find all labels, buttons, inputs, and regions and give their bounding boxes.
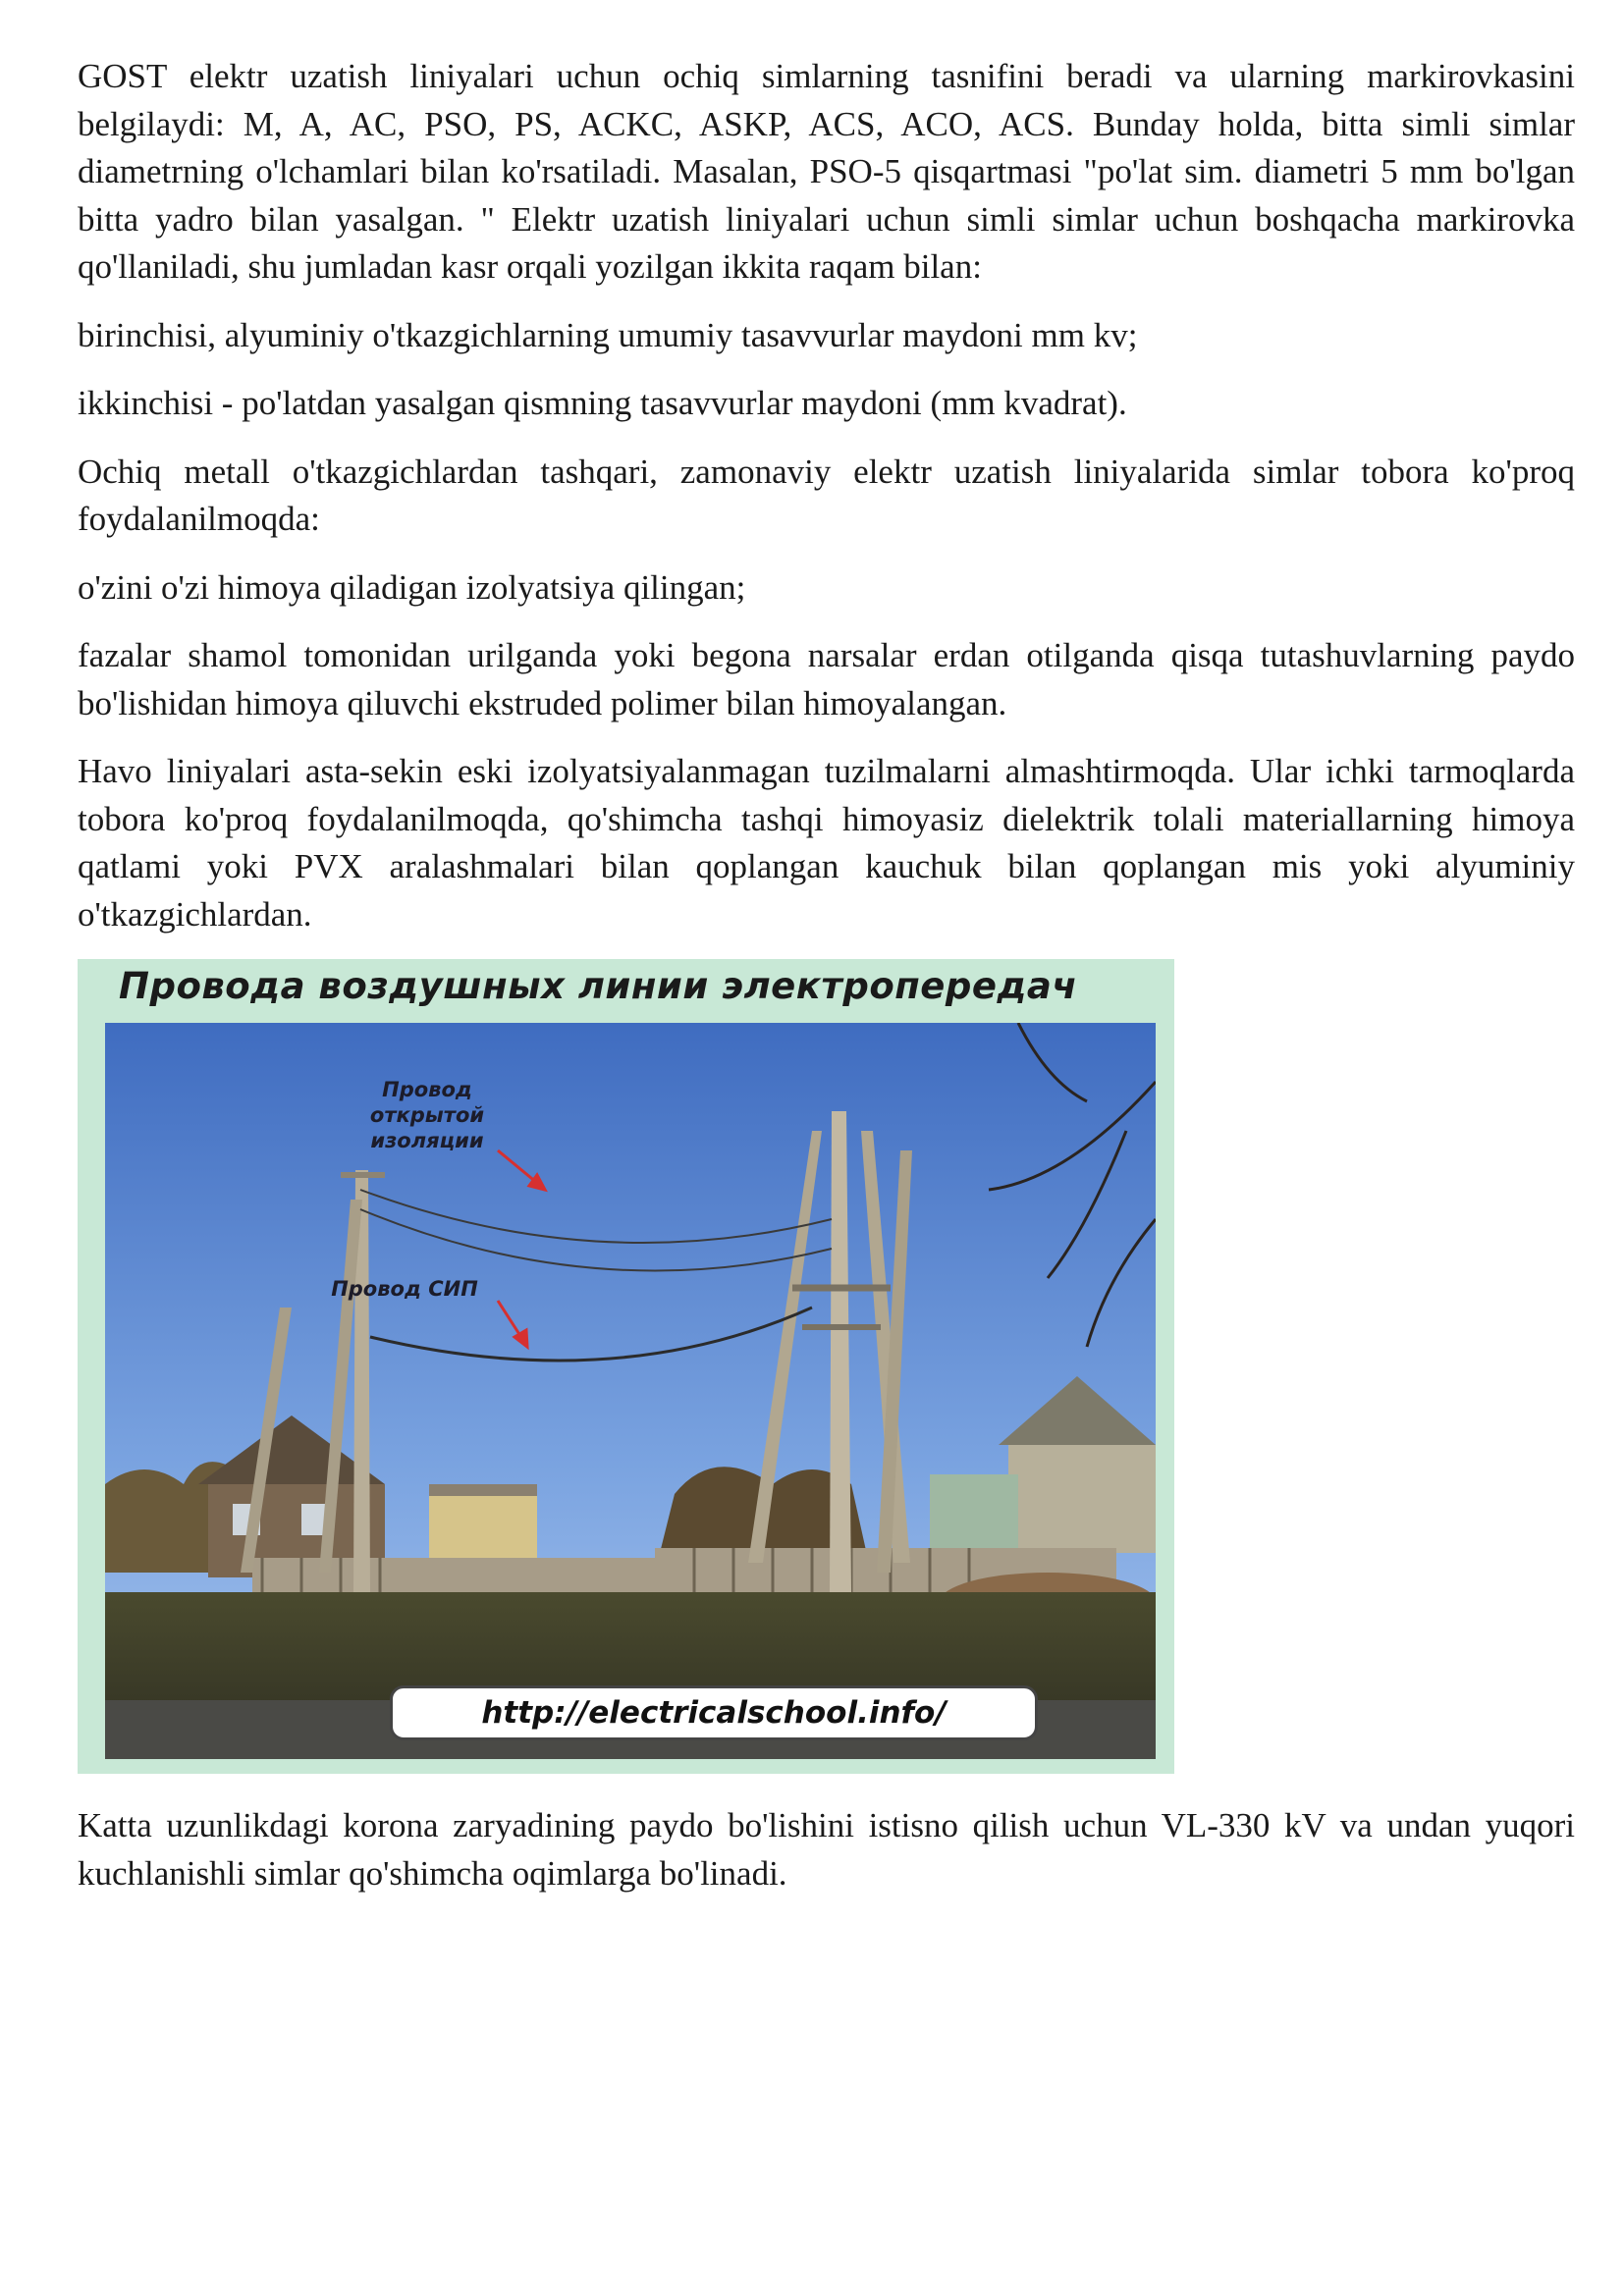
label-sip-wire: Провод СИП <box>331 1277 478 1301</box>
label-open-insulation-wire: Провод открытой изоляции <box>369 1078 485 1152</box>
paragraph-second-number: ikkinchisi - po'latdan yasalgan qismning tasavvurlar maydoni (mm kvadrat). <box>78 384 1127 422</box>
paragraph-extruded-polymer: fazalar shamol tomonidan urilganda yoki begona narsalar erdan otilganda qisqa tutashuvlarning paydo bo'lishidan himoya qiluvchi ekstruded polimer bilan himoyalangan. <box>78 636 1575 722</box>
figure-title: Провода воздушных линии электропередач <box>119 965 1078 1007</box>
document-page <box>78 53 1575 1918</box>
power-lines-figure <box>78 959 1174 1774</box>
paragraph-first-number: birinchisi, alyuminiy o'tkazgichlarning umumiy tasavvurlar maydoni mm kv; <box>78 315 1138 354</box>
power-lines-photo <box>105 1023 1156 1759</box>
paragraph-gost-classification: GOST elektr uzatish liniyalari uchun ochiq simlarning tasnifini beradi va ularning markirovkasini belgilaydi: M, A, AC, PSO, PS, ACKC, ASKP, ACS, ACO, ACS. Bunday holda, bitta simli simlar diametrning o'lchamlari bilan ko'rsatiladi. Masalan, PSO-5 qisqartmasi "po'lat sim. diametri 5 mm bo'lgan bitta yadro bilan yasalgan. " Elektr uzatish liniyalari uchun simli simlar uchun boshqacha markirovka qo'llaniladi, shu jumladan kasr orqali yozilgan ikkita raqam bilan: <box>78 57 1575 286</box>
paragraph-air-lines: Havo liniyalari asta-sekin eski izolyatsiyalanmagan tuzilmalarni almashtirmoqda. Ular ichki tarmoqlarda tobora ko'proq foydalanilmoqda, qo'shimcha tashqi himoyasiz dielektrik tolali materiallarning himoya qatlami yoki PVX aralashmalari bilan qoplangan kauchuk bilan qoplangan mis yoki alyuminiy o'tkazgichlardan. <box>78 752 1575 934</box>
paragraph-modern-wires: Ochiq metall o'tkazgichlardan tashqari, zamonaviy elektr uzatish liniyalarida simlar tobora ko'proq foydalanilmoqda: <box>78 452 1575 538</box>
source-url: http://electricalschool.info/ <box>390 1685 1038 1740</box>
paragraph-corona-discharge: Katta uzunlikdagi korona zaryadining paydo bo'lishini istisno qilish uchun VL-330 kV va undan yuqori kuchlanishli simlar qo'shimcha oqimlarga bo'linadi. <box>78 1806 1575 1893</box>
paragraph-self-supporting: o'zini o'zi himoya qiladigan izolyatsiya qilingan; <box>78 567 746 607</box>
